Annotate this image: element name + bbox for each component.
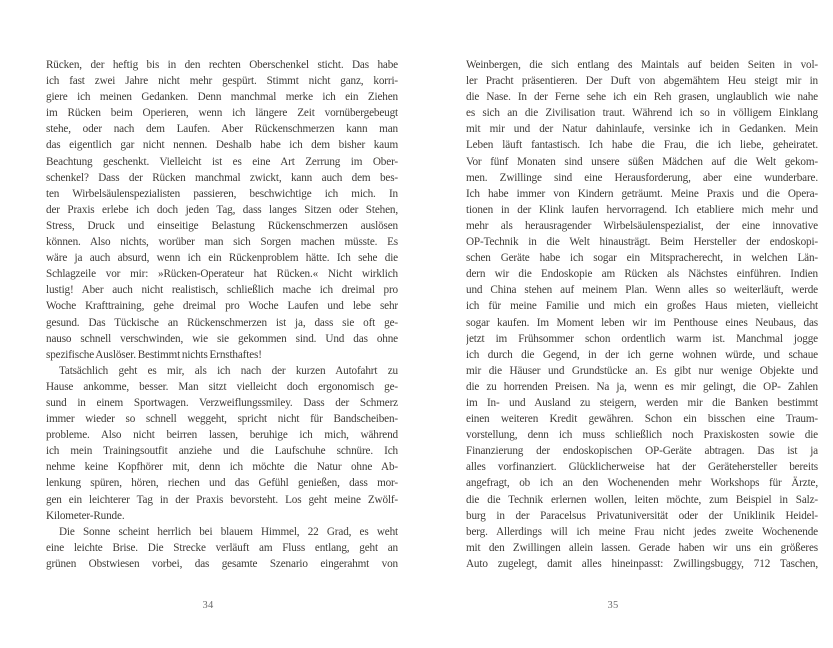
text-line: sogar kaufen. Im Moment leben wir im Penthouse eines Neubaus, das [466, 316, 818, 329]
text-line: ich mein Trainingsoutfit anziehe und die Laufschuhe schnüre. Ich [46, 445, 398, 458]
text-line: Kilometer-Runde. [46, 509, 125, 522]
text-line: wäre ja auch absurd, wenn ich ein Rückenproblem hätte. Ich sehe die [46, 252, 398, 265]
text-line: ten Wirbelsäulenspezialisten passieren, beschwichtige ich mich. In [46, 187, 398, 200]
text-line: mit den Zwillingen allein lassen. Gerade haben wir uns ein größeres [466, 541, 818, 554]
text-line: Auto zugelegt, damit alles hineinpasst: Zwillingsbuggy, 712 Taschen, [466, 557, 818, 570]
text-line: können. Also nichts, worüber man sich Sorgen machen müsste. Es [46, 236, 398, 249]
text-line: Schlagzeile vor mir: »Rücken-Operateur hat Rücken.« Nicht wirklich [46, 268, 398, 281]
text-line: eine leichte Brise. Die Strecke verläuft am Fluss entlang, geht an [46, 541, 398, 554]
text-line: Beachtung geschenkt. Vielleicht ist es eine Art Zerrung im Ober- [46, 155, 398, 168]
text-line: Hause ankomme, besser. Man sitzt vielleicht doch ergonomisch ge- [46, 380, 398, 393]
text-line: grünen Obstwiesen vorbei, das gesamte Szenario eingerahmt von [46, 557, 398, 570]
text-line: ich für meine Familie und mich ein großes Haus mieten, vielleicht [466, 300, 818, 313]
text-line: men. Zwillinge sind eine Herausforderung, aber eine wunderbare. [466, 171, 818, 184]
text-line: und China stehen auf meinem Plan. Wenn alles so weiterläuft, werde [466, 284, 818, 297]
text-line: es sich an die Zivilisation traut. Während ich so in völligem Einklang [466, 107, 818, 120]
text-line: gesund. Das Tückische an Rückenschmerzen ist ja, dass sie oft ge- [46, 316, 398, 329]
text-line: vorstellung, denn ich muss schließlich noch Praxiskosten sowie die [466, 429, 818, 442]
text-line: lustig! Aber auch nicht realistisch, schließlich mache ich dreimal pro [46, 284, 398, 297]
text-line: im Rücken beim Operieren, wenn ich längere Zeit vornübergebeugt [46, 107, 398, 120]
text-line: tionen in der Klink laufen hervorragend. Ich etabliere mich mehr und [466, 203, 818, 216]
text-line: schen Geräte habe ich sogar ein Mitspracherecht, in welchen Län- [466, 252, 818, 265]
text-line: giere ich meinen Gedanken. Denn manchmal merke ich ein Ziehen [46, 91, 398, 104]
text-line: mehr als herausragender Wirbelsäulenspezialist, der eine innovative [466, 219, 818, 232]
text-line: immer wieder so schnell weggeht, spricht nicht für Bandscheiben- [46, 413, 398, 426]
text-line: schenkel? Dass der Rücken manchmal zwickt, kann auch dem bes- [46, 171, 398, 184]
text-line: der Praxis erlebe ich doch jeden Tag, dass langes Sitzen oder Stehen, [46, 203, 398, 216]
page-left-text-block [46, 57, 398, 572]
page-right [466, 0, 818, 648]
text-line: berg. Allerdings will ich meine Frau nicht jedes zweite Wochenende [466, 525, 818, 538]
text-line: Ich habe immer von Kindern geträumt. Meine Praxis und die Opera- [466, 187, 818, 200]
page-number-left: 34 [202, 600, 214, 611]
text-line: OP-Technik in die Welt hinausträgt. Beim Hersteller der endoskopi- [466, 236, 818, 249]
text-line: alles vorfinanziert. Glücklicherweise hat der Gerätehersteller bereits [466, 461, 818, 474]
text-line: ich durch die Gegend, in der ich gerne wohnen würde, und schaue [466, 348, 818, 361]
text-line: gen ein leichterer Tag in der Praxis bevorsteht. Los geht meine Zwölf- [46, 493, 398, 506]
text-line: stehe, oder nach dem Laufen. Aber Rückenschmerzen kann man [46, 123, 398, 136]
page-right-text-block [466, 57, 818, 572]
text-line: dern wir die Endoskopie am Rücken als Nächstes einführen. Indien [466, 268, 818, 281]
text-line: probleme. Also nicht beirren lassen, beruhige ich mich, während [46, 429, 398, 442]
text-line: mir die Häuser und Grundstücke an. Es gibt nur wenige Objekte und [466, 364, 818, 377]
text-line: Vor fünf Monaten sind unsere süßen Mädchen auf die Welt gekom- [466, 155, 818, 168]
text-line: Woche Krafttraining, gehe dreimal pro Woche Laufen und lebe sehr [46, 300, 398, 313]
text-line: nauso schnell verschwinden, wie sie gekommen sind. Und das ohne [46, 332, 398, 345]
text-line: jetzt im Frühsommer schon ordentlich warm ist. Manchmal jogge [466, 332, 818, 345]
text-line: Leben läuft fantastisch. Ich habe die Frau, die ich liebe, geheiratet. [466, 139, 818, 152]
text-line: die zu horrenden Preisen. Na ja, wenn es mir gelingt, die OP- Zahlen [466, 380, 818, 393]
text-line: ich fast zwei Jahre nicht mehr gespürt. Stimmt nicht ganz, korri- [46, 75, 398, 88]
text-line: die die Technik erlernen wollen, leiten möchte, zum Beispiel in Salz- [466, 493, 818, 506]
text-line: lenkung spüren, hören, riechen und das Gefühl genießen, dass mor- [46, 477, 398, 490]
text-line: die Nase. In der Ferne sehe ich ein Reh grasen, unglaublich wie nahe [466, 91, 818, 104]
text-line: sund in einem Sportwagen. Verzweiflungssmiley. Dass der Schmerz [46, 396, 398, 409]
text-line: im In- und Ausland zu steigern, werden mir die Banken bestimmt [466, 396, 818, 409]
text-line: das eigentlich gar nicht nennen. Deshalb habe ich dem bisher kaum [46, 139, 398, 152]
text-line: spezifische Auslöser. Bestimmt nichts Ernsthaftes! [46, 348, 262, 361]
text-line: angefragt, ob ich an den Wochenenden mehr Workshops für Ärzte, [466, 477, 818, 490]
page-number-right: 35 [607, 600, 619, 611]
text-line: Weinbergen, die sich entlang des Maintals auf beiden Seiten in vol- [466, 59, 818, 71]
text-line: burg in der Paracelsus Privatuniversität oder der Uniklinik Heidel- [466, 509, 818, 522]
text-line: Finanzierung der endoskopischen OP-Geräte abtragen. Das ist ja [466, 445, 818, 458]
page-left [46, 0, 398, 648]
text-line: Die Sonne scheint herrlich bei blauem Himmel, 22 Grad, es weht [59, 525, 398, 538]
text-line: einen weiteren Kredit gewähren. Schon ein bisschen eine Traum- [466, 413, 818, 426]
text-line: Rücken, der heftig bis in den rechten Oberschenkel sticht. Das habe [46, 59, 398, 71]
text-line: nehme keine Kopfhörer mit, denn ich möchte die Natur ohne Ab- [46, 461, 398, 474]
text-line: Stress, Druck und einseitige Belastung Rückenschmerzen auslösen [46, 219, 398, 232]
text-line: mit mir und der Natur dahinlaufe, versinke ich in Gedanken. Mein [466, 123, 818, 136]
text-line: ler Pracht präsentieren. Der Duft von abgemähtem Heu steigt mir in [466, 75, 818, 88]
text-line: Tatsächlich geht es mir, als ich nach der kurzen Autofahrt zu [59, 364, 398, 377]
